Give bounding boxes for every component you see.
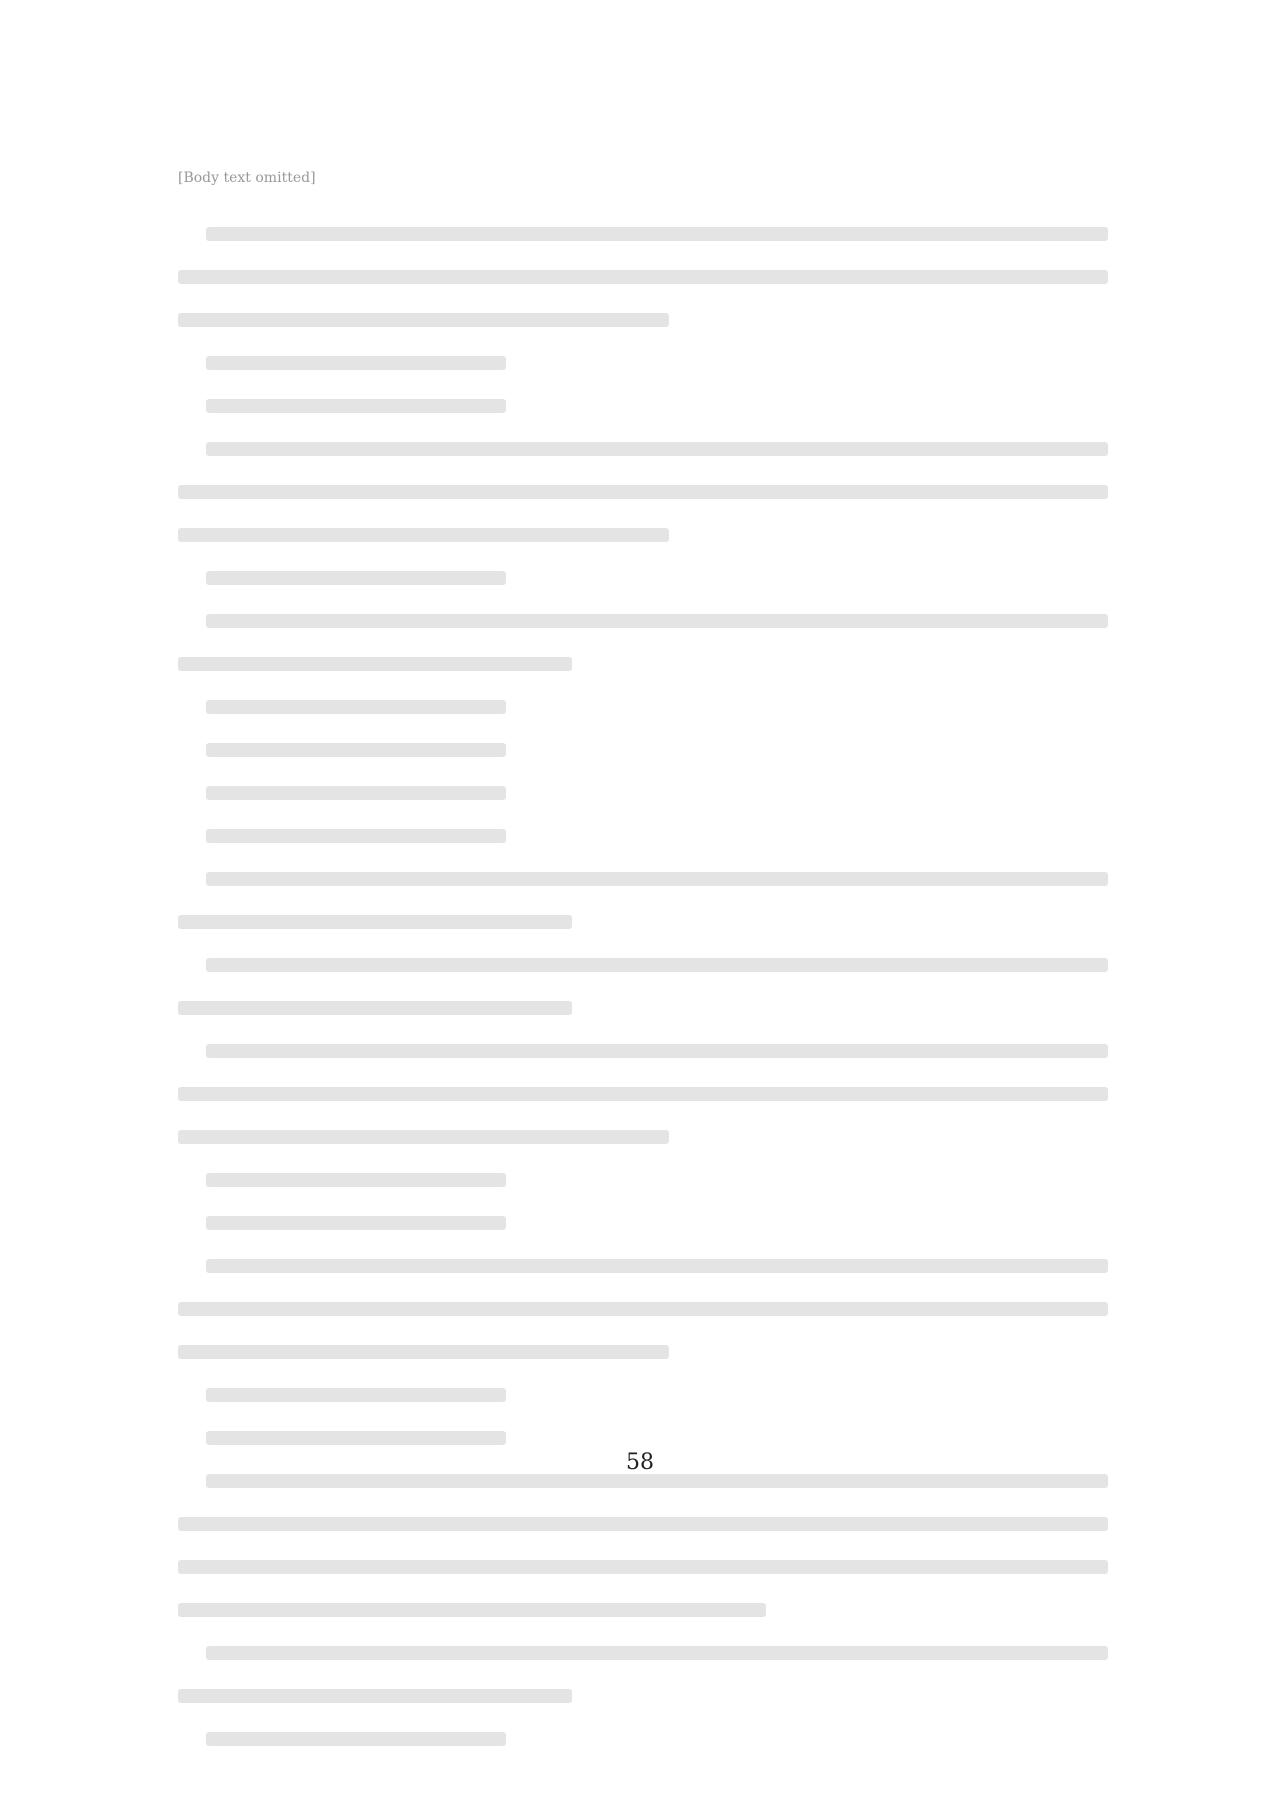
text-line <box>178 1502 1108 1545</box>
redacted-text <box>178 313 669 327</box>
text-line <box>178 1287 1108 1330</box>
text-line <box>178 857 1108 900</box>
redacted-text <box>206 571 506 585</box>
text-line <box>178 1244 1108 1287</box>
text-line <box>178 1201 1108 1244</box>
redacted-text <box>206 399 506 413</box>
redacted-text <box>206 1388 506 1402</box>
redacted-text <box>178 528 669 542</box>
text-line <box>178 986 1108 1029</box>
text-line <box>178 728 1108 771</box>
text-line <box>178 943 1108 986</box>
text-line <box>178 427 1108 470</box>
redacted-text <box>178 1130 669 1144</box>
redacted-text <box>178 485 1108 499</box>
redacted-text <box>206 1216 506 1230</box>
text-line <box>178 1158 1108 1201</box>
redacted-text <box>178 657 572 671</box>
redacted-text <box>178 1302 1108 1316</box>
text-line <box>178 900 1108 943</box>
text-line <box>178 599 1108 642</box>
redacted-text <box>206 1259 1108 1273</box>
text-line <box>178 1072 1108 1115</box>
text-line <box>178 771 1108 814</box>
redacted-text <box>206 1044 1108 1058</box>
redacted-text <box>206 1173 506 1187</box>
text-line <box>178 470 1108 513</box>
redacted-text <box>206 829 506 843</box>
page-number: 58 <box>626 1450 654 1475</box>
redacted-text <box>178 1689 572 1703</box>
redacted-text <box>178 1345 669 1359</box>
redacted-text <box>178 1087 1108 1101</box>
text-line <box>178 513 1108 556</box>
text-line <box>178 814 1108 857</box>
redacted-text <box>206 442 1108 456</box>
redacted-text <box>206 227 1108 241</box>
redacted-text <box>178 1603 766 1617</box>
redacted-text <box>178 1517 1108 1531</box>
redacted-text <box>206 872 1108 886</box>
redacted-text <box>206 614 1108 628</box>
redacted-text <box>206 1732 506 1746</box>
redacted-text <box>206 1431 506 1445</box>
redacted-text <box>178 1560 1108 1574</box>
text-line <box>178 1115 1108 1158</box>
text-line <box>178 298 1108 341</box>
text-line <box>178 1674 1108 1717</box>
redacted-text <box>206 356 506 370</box>
body-text <box>178 212 1108 1760</box>
text-line <box>178 255 1108 298</box>
text-line <box>178 556 1108 599</box>
text-line <box>178 1717 1108 1760</box>
text-line <box>178 1545 1108 1588</box>
text-line <box>178 685 1108 728</box>
text-line <box>178 1631 1108 1674</box>
text-line <box>178 384 1108 427</box>
text-line <box>178 1588 1108 1631</box>
text-line <box>178 341 1108 384</box>
text-line <box>178 642 1108 685</box>
redacted-text <box>206 700 506 714</box>
redacted-text <box>178 270 1108 284</box>
redacted-text <box>178 1001 572 1015</box>
redacted-text <box>206 1474 1108 1488</box>
redaction-notice: [Body text omitted] <box>178 170 316 186</box>
redacted-text <box>206 743 506 757</box>
text-line <box>178 212 1108 255</box>
redacted-text <box>206 786 506 800</box>
text-line <box>178 1373 1108 1416</box>
redacted-text <box>206 1646 1108 1660</box>
redacted-text <box>206 958 1108 972</box>
text-line <box>178 1330 1108 1373</box>
redacted-text <box>178 915 572 929</box>
text-line <box>178 1029 1108 1072</box>
